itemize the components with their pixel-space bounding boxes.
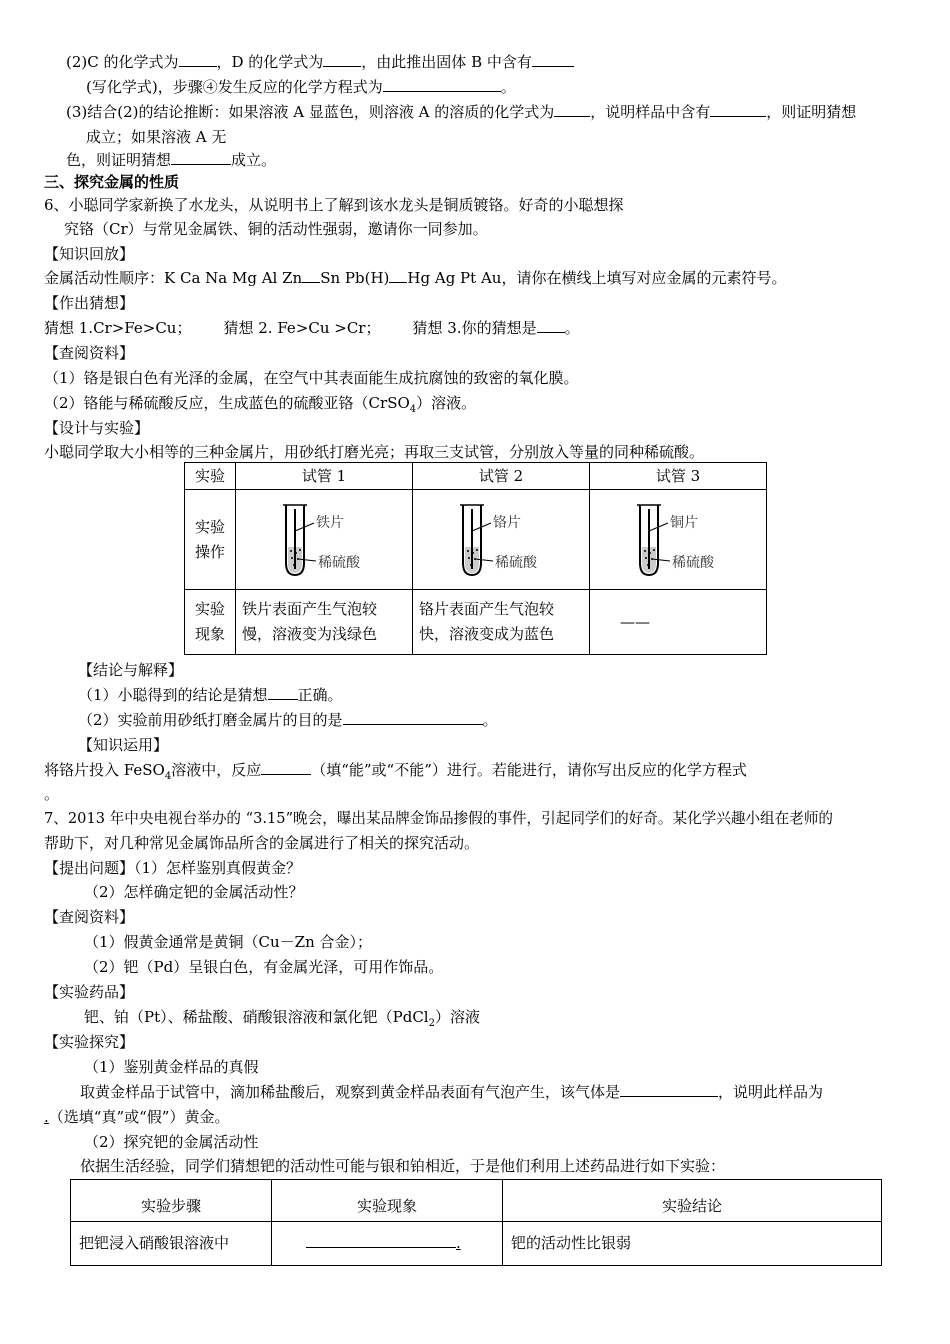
text: 。 — [482, 711, 498, 729]
q6-intro2: 究铬（Cr）与常见金属铁、铜的活动性强弱，邀请你一同参加。 — [64, 220, 488, 238]
q6-ref2 — [44, 391, 476, 416]
table-header: 实验结论 — [503, 1180, 882, 1222]
guess-1: 猜想 1.Cr>Fe>Cu； — [44, 319, 192, 337]
table-header: 实验 — [185, 463, 236, 490]
answer-blank[interactable] — [383, 75, 501, 92]
subscript: 4 — [164, 771, 172, 782]
text: 实验 — [194, 600, 225, 618]
text: . — [456, 1234, 461, 1252]
observation-cell — [413, 590, 590, 655]
table-row — [185, 463, 767, 490]
experiment-table — [184, 462, 767, 655]
answer-blank[interactable] — [261, 758, 311, 775]
q6-heading-ref: 【查阅资料】 — [44, 344, 135, 362]
text: 金属活动性顺序：K Ca Na Mg Al Zn — [44, 269, 303, 287]
text: 实验 — [194, 517, 225, 536]
text: 快，溶液变成为蓝色 — [419, 625, 555, 643]
text: 操作 — [194, 542, 225, 561]
q6-design-text: 小聪同学取大小相等的三种金属片，用砂纸打磨光亮；再取三支试管，分别放入等量的同种稀硫酸。 — [44, 443, 705, 461]
q6-heading-conclusion: 【结论与解释】 — [78, 661, 184, 679]
q7-intro2: 帮助下，对几种常见金属饰品所含的金属进行了相关的探究活动。 — [44, 834, 480, 852]
q6-heading-apply: 【知识运用】 — [78, 736, 169, 754]
text: 铬片表面产生气泡较 — [419, 600, 555, 618]
table-header: 试管 1 — [236, 463, 413, 490]
text: 将铬片投入 FeSO — [44, 761, 165, 779]
text: ）溶液 — [434, 1008, 480, 1026]
q7-question-2: （2）怎样确定钯的金属活动性？ — [84, 883, 304, 901]
text: 慢，溶液变为浅绿色 — [242, 625, 378, 643]
q7-heading-explore: 【实验探究】 — [44, 1033, 135, 1051]
q5-line2 — [86, 75, 516, 100]
answer-blank[interactable] — [343, 708, 483, 725]
text: ）溶液。 — [416, 394, 477, 412]
q7-reagents — [84, 1005, 480, 1030]
text: (2)C 的化学式为 — [66, 53, 179, 71]
q6-guesses — [44, 316, 580, 341]
q6-intro1: 6、小聪同学家新换了水龙头，从说明书上了解到该水龙头是铜质镀铬。好奇的小聪想探 — [44, 196, 624, 214]
text: （2）铬能与稀硫酸反应，生成蓝色的硫酸亚铬（CrSO — [44, 394, 410, 412]
table-header: 试管 2 — [413, 463, 590, 490]
table-cell — [272, 1222, 503, 1266]
table-cell: 钯的活动性比银弱 — [503, 1222, 882, 1266]
q7-exp1-text2 — [44, 1105, 229, 1130]
q6-heading-knowledge: 【知识回放】 — [44, 245, 135, 263]
answer-blank[interactable] — [306, 1231, 456, 1248]
metal-label: 铬片 — [493, 514, 521, 531]
text: 。 — [500, 78, 516, 96]
subscript: 2 — [428, 1018, 435, 1029]
q6-heading-guess: 【作出猜想】 — [44, 294, 135, 312]
q5-line4: 成立；如果溶液 A 无 — [86, 128, 227, 146]
answer-blank[interactable] — [389, 266, 407, 283]
text: ，说明此样品为 — [718, 1083, 824, 1101]
subscript: 4 — [409, 404, 417, 415]
text: 正确。 — [297, 686, 343, 704]
q6-conclusion-1 — [78, 683, 343, 708]
q6-apply-end: 。 — [44, 785, 60, 803]
text: （1）小聪得到的结论是猜想 — [78, 686, 268, 704]
text: Hg Ag Pt Au，请你在横线上填写对应金属的元素符号。 — [407, 269, 787, 287]
test-tube-diagram — [236, 491, 412, 589]
text: ，由此推出固体 B 中含有 — [361, 53, 532, 71]
text: 钯、铂（Pt）、稀盐酸、硝酸银溶液和氯化钯（PdCl — [84, 1008, 429, 1026]
tube-cell-3 — [590, 490, 767, 590]
observation-cell: —— — [590, 590, 767, 655]
q7-exp1-text — [80, 1080, 823, 1105]
q7-exp2: （2）探究钯的金属活动性 — [84, 1133, 259, 1151]
guess-3: 猜想 3.你的猜想是 — [412, 319, 537, 337]
table-cell: 把钯浸入硝酸银溶液中 — [71, 1222, 272, 1266]
q5-line3 — [66, 100, 856, 125]
q7-heading-reagents: 【实验药品】 — [44, 983, 135, 1001]
tube-cell-1 — [236, 490, 413, 590]
test-tube-diagram — [413, 491, 589, 589]
answer-blank[interactable] — [554, 100, 590, 117]
answer-blank[interactable] — [532, 50, 574, 67]
text: （填“能”或“不能”）进行。若能进行，请你写出反应的化学方程式 — [311, 761, 747, 779]
text: ，D 的化学式为 — [216, 53, 324, 71]
text: Sn Pb(H) — [320, 269, 390, 287]
table-row — [185, 490, 767, 590]
q7-exp2-text: 依据生活经验，同学们猜想钯的活动性可能与银和铂相近，于是他们利用上述药品进行如下实验： — [80, 1157, 726, 1175]
answer-blank[interactable] — [323, 50, 361, 67]
text: 色，则证明猜想 — [66, 151, 172, 169]
q7-intro1: 7、2013 年中央电视台举办的 “3.15”晚会，曝出某品牌金饰品掺假的事件，引起同学们的好奇。某化学兴趣小组在老师的 — [44, 810, 834, 827]
q7-ref2: （2）钯（Pd）呈银白色，有金属光泽，可用作饰品。 — [84, 958, 444, 976]
row-label — [185, 490, 236, 590]
test-tube-diagram — [590, 491, 766, 589]
answer-blank[interactable] — [537, 316, 565, 333]
acid-label: 稀硫酸 — [495, 554, 537, 571]
row-label — [185, 590, 236, 655]
table-row — [185, 590, 767, 655]
q7-exp1: （1）鉴别黄金样品的真假 — [84, 1058, 259, 1076]
table-row — [71, 1222, 882, 1266]
q6-ref1: （1）铬是银白色有光泽的金属，在空气中其表面能生成抗腐蚀的致密的氧化膜。 — [44, 369, 579, 387]
text: (3)结合(2)的结论推断：如果溶液 A 显蓝色，则溶液 A 的溶质的化学式为 — [66, 103, 555, 121]
q6-activity-series — [44, 266, 786, 291]
text: ，则证明猜想 — [766, 103, 857, 121]
answer-blank[interactable] — [171, 148, 231, 165]
text: 溶液中，反应 — [171, 761, 262, 779]
text: 成立。 — [231, 151, 277, 169]
answer-blank[interactable]: . — [44, 1108, 49, 1126]
q5-line1 — [66, 50, 574, 75]
text: 现象 — [194, 625, 225, 643]
table-header: 试管 3 — [590, 463, 767, 490]
observation-cell — [236, 590, 413, 655]
metal-label: 铁片 — [316, 514, 344, 531]
q7-ref1: （1）假黄金通常是黄铜（Cu－Zn 合金）； — [84, 933, 373, 951]
acid-label: 稀硫酸 — [318, 554, 360, 571]
q6-heading-design: 【设计与实验】 — [44, 419, 150, 437]
table-row — [71, 1180, 882, 1222]
table-header: 实验现象 — [272, 1180, 503, 1222]
text: (写化学式)，步骤④发生反应的化学方程式为 — [86, 78, 383, 96]
answer-blank[interactable] — [268, 683, 298, 700]
answer-blank[interactable] — [620, 1080, 718, 1097]
table-header: 实验步骤 — [71, 1180, 272, 1222]
q7-heading-ref: 【查阅资料】 — [44, 908, 135, 926]
section-title: 三、探究金属的性质 — [44, 173, 180, 191]
text: ，说明样品中含有 — [590, 103, 711, 121]
text: 铁片表面产生气泡较 — [242, 600, 378, 618]
guess-2: 猜想 2. Fe>Cu >Cr； — [223, 319, 381, 337]
text: （选填“真”或“假”）黄金。 — [48, 1108, 230, 1126]
answer-blank[interactable] — [179, 50, 217, 67]
text: （2）实验前用砂纸打磨金属片的目的是 — [78, 711, 343, 729]
palladium-table — [70, 1179, 882, 1266]
q6-apply — [44, 758, 747, 783]
answer-blank[interactable] — [710, 100, 766, 117]
metal-label: 铜片 — [670, 514, 698, 531]
text: 。 — [564, 319, 580, 337]
text: 取黄金样品于试管中，滴加稀盐酸后，观察到黄金样品表面有气泡产生，该气体是 — [80, 1083, 621, 1101]
q6-conclusion-2 — [78, 708, 498, 733]
tube-cell-2 — [413, 490, 590, 590]
q7-question-1: 【提出问题】（1）怎样鉴别真假黄金？ — [44, 859, 302, 877]
answer-blank[interactable] — [302, 266, 320, 283]
acid-label: 稀硫酸 — [672, 554, 714, 571]
